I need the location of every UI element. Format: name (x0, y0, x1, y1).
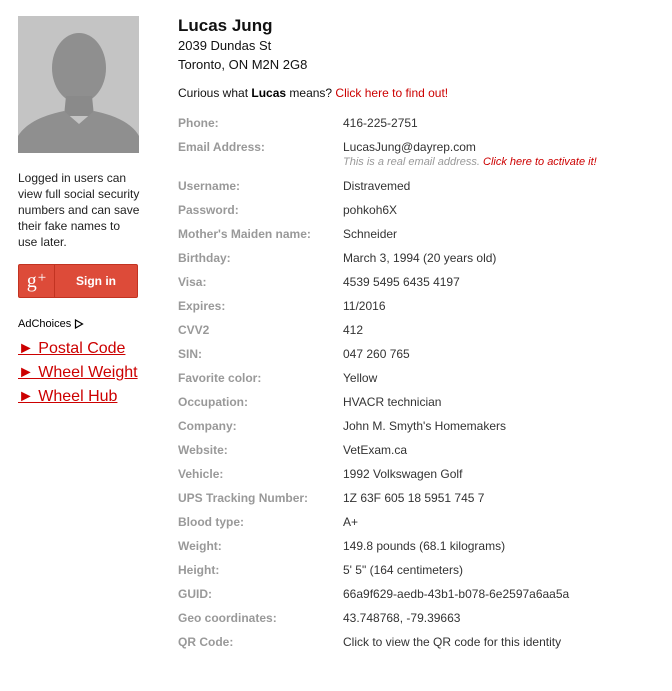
name-meaning-link[interactable]: Click here to find out! (335, 86, 449, 100)
website-value: VetExam.ca (343, 443, 408, 457)
field-vehicle: Vehicle: 1992 Volkswagen Golf (178, 466, 658, 490)
field-qr-code: QR Code: Click to view the QR code for this identity (178, 634, 658, 658)
birthday-value: March 3, 1994 (20 years old) (343, 251, 497, 265)
avatar-silhouette-icon (18, 16, 139, 153)
address-street: 2039 Dundas St (178, 38, 272, 53)
ad-link-wheel-hub[interactable]: ► Wheel Hub (18, 388, 118, 405)
email-value: LucasJung@dayrep.com (343, 140, 476, 154)
field-cvv2: CVV2 412 (178, 322, 658, 346)
field-phone: Phone: 416-225-2751 (178, 115, 658, 139)
field-occupation: Occupation: HVACR technician (178, 394, 658, 418)
weight-value: 149.8 pounds (68.1 kilograms) (343, 539, 506, 553)
identity-name: Lucas Jung (178, 16, 273, 35)
identity-panel (178, 16, 658, 658)
cvv2-value: 412 (343, 323, 364, 337)
field-company: Company: John M. Smyth's Homemakers (178, 418, 658, 442)
google-plus-icon: g + (19, 265, 55, 297)
height-value: 5' 5" (164 centimeters) (343, 563, 463, 577)
field-weight: Weight: 149.8 pounds (68.1 kilograms) (178, 538, 658, 562)
guid-value: 66a9f629-aedb-43b1-b078-6e2597a6aa5a (343, 587, 570, 601)
field-maiden-name: Mother's Maiden name: Schneider (178, 226, 658, 250)
adchoices[interactable] (18, 318, 140, 330)
phone-value: 416-225-2751 (343, 116, 418, 130)
field-height: Height: 5' 5" (164 centimeters) (178, 562, 658, 586)
visa-value: 4539 5495 6435 4197 (343, 275, 460, 289)
favorite-color-value: Yellow (343, 371, 378, 385)
field-website: Website: VetExam.ca (178, 442, 658, 466)
adchoices-label: AdChoices (18, 318, 72, 330)
qr-code-link[interactable]: Click to view the QR code for this identity (343, 635, 562, 649)
meaning-name: Lucas (251, 86, 287, 100)
activate-email-link[interactable]: Click here to activate it! (483, 156, 597, 168)
username-value: Distravemed (343, 179, 411, 193)
ups-tracking-value: 1Z 63F 605 18 5951 745 7 (343, 491, 485, 505)
address-city: Toronto, ON M2N 2G8 (178, 57, 308, 72)
sin-value: 047 260 765 (343, 347, 410, 361)
ad-links (18, 337, 140, 409)
field-password: Password: pohkoh6X (178, 202, 658, 226)
signin-label: Sign in (76, 274, 116, 288)
field-geo-coordinates: Geo coordinates: 43.748768, -79.39663 (178, 610, 658, 634)
field-ups-tracking: UPS Tracking Number: 1Z 63F 605 18 5951 745 7 (178, 490, 658, 514)
password-value: pohkoh6X (343, 203, 398, 217)
field-visa: Visa: 4539 5495 6435 4197 (178, 274, 658, 298)
ad-link-wheel-weight[interactable]: ► Wheel Weight (18, 364, 138, 381)
field-username: Username: Distravemed (178, 178, 658, 202)
field-expires: Expires: 11/2016 (178, 298, 658, 322)
occupation-value: HVACR technician (343, 395, 442, 409)
field-birthday: Birthday: March 3, 1994 (20 years old) (178, 250, 658, 274)
company-value: John M. Smyth's Homemakers (343, 419, 507, 433)
adchoices-play-icon (74, 319, 84, 329)
field-sin: SIN: 047 260 765 (178, 346, 658, 370)
identity-fields (178, 115, 658, 658)
geo-coordinates-link[interactable]: 43.748768, -79.39663 (343, 611, 461, 625)
blood-type-value: A+ (343, 515, 359, 529)
field-email: Email Address: LucasJung@dayrep.com This is a real email address. Click here to activate it! (178, 140, 597, 168)
ad-link-postal-code[interactable]: ► Postal Code (18, 340, 126, 357)
login-benefits-note: Logged in users can view full social security numbers and can save their fake names to use later. (18, 171, 140, 249)
maiden-name-value: Schneider (343, 227, 398, 241)
vehicle-value: 1992 Volkswagen Golf (343, 467, 463, 481)
field-guid: GUID: 66a9f629-aedb-43b1-b078-6e2597a6aa5a (178, 586, 658, 610)
email-note: This is a real email address. Click here to activate it! (343, 156, 597, 168)
sidebar (18, 16, 140, 409)
google-plus-signin-button[interactable] (18, 264, 138, 298)
field-favorite-color: Favorite color: Yellow (178, 370, 658, 394)
name-meaning: Curious what Lucas means? Click here to find out! (178, 86, 449, 100)
field-blood-type: Blood type: A+ (178, 514, 658, 538)
expires-value: 11/2016 (343, 299, 386, 313)
